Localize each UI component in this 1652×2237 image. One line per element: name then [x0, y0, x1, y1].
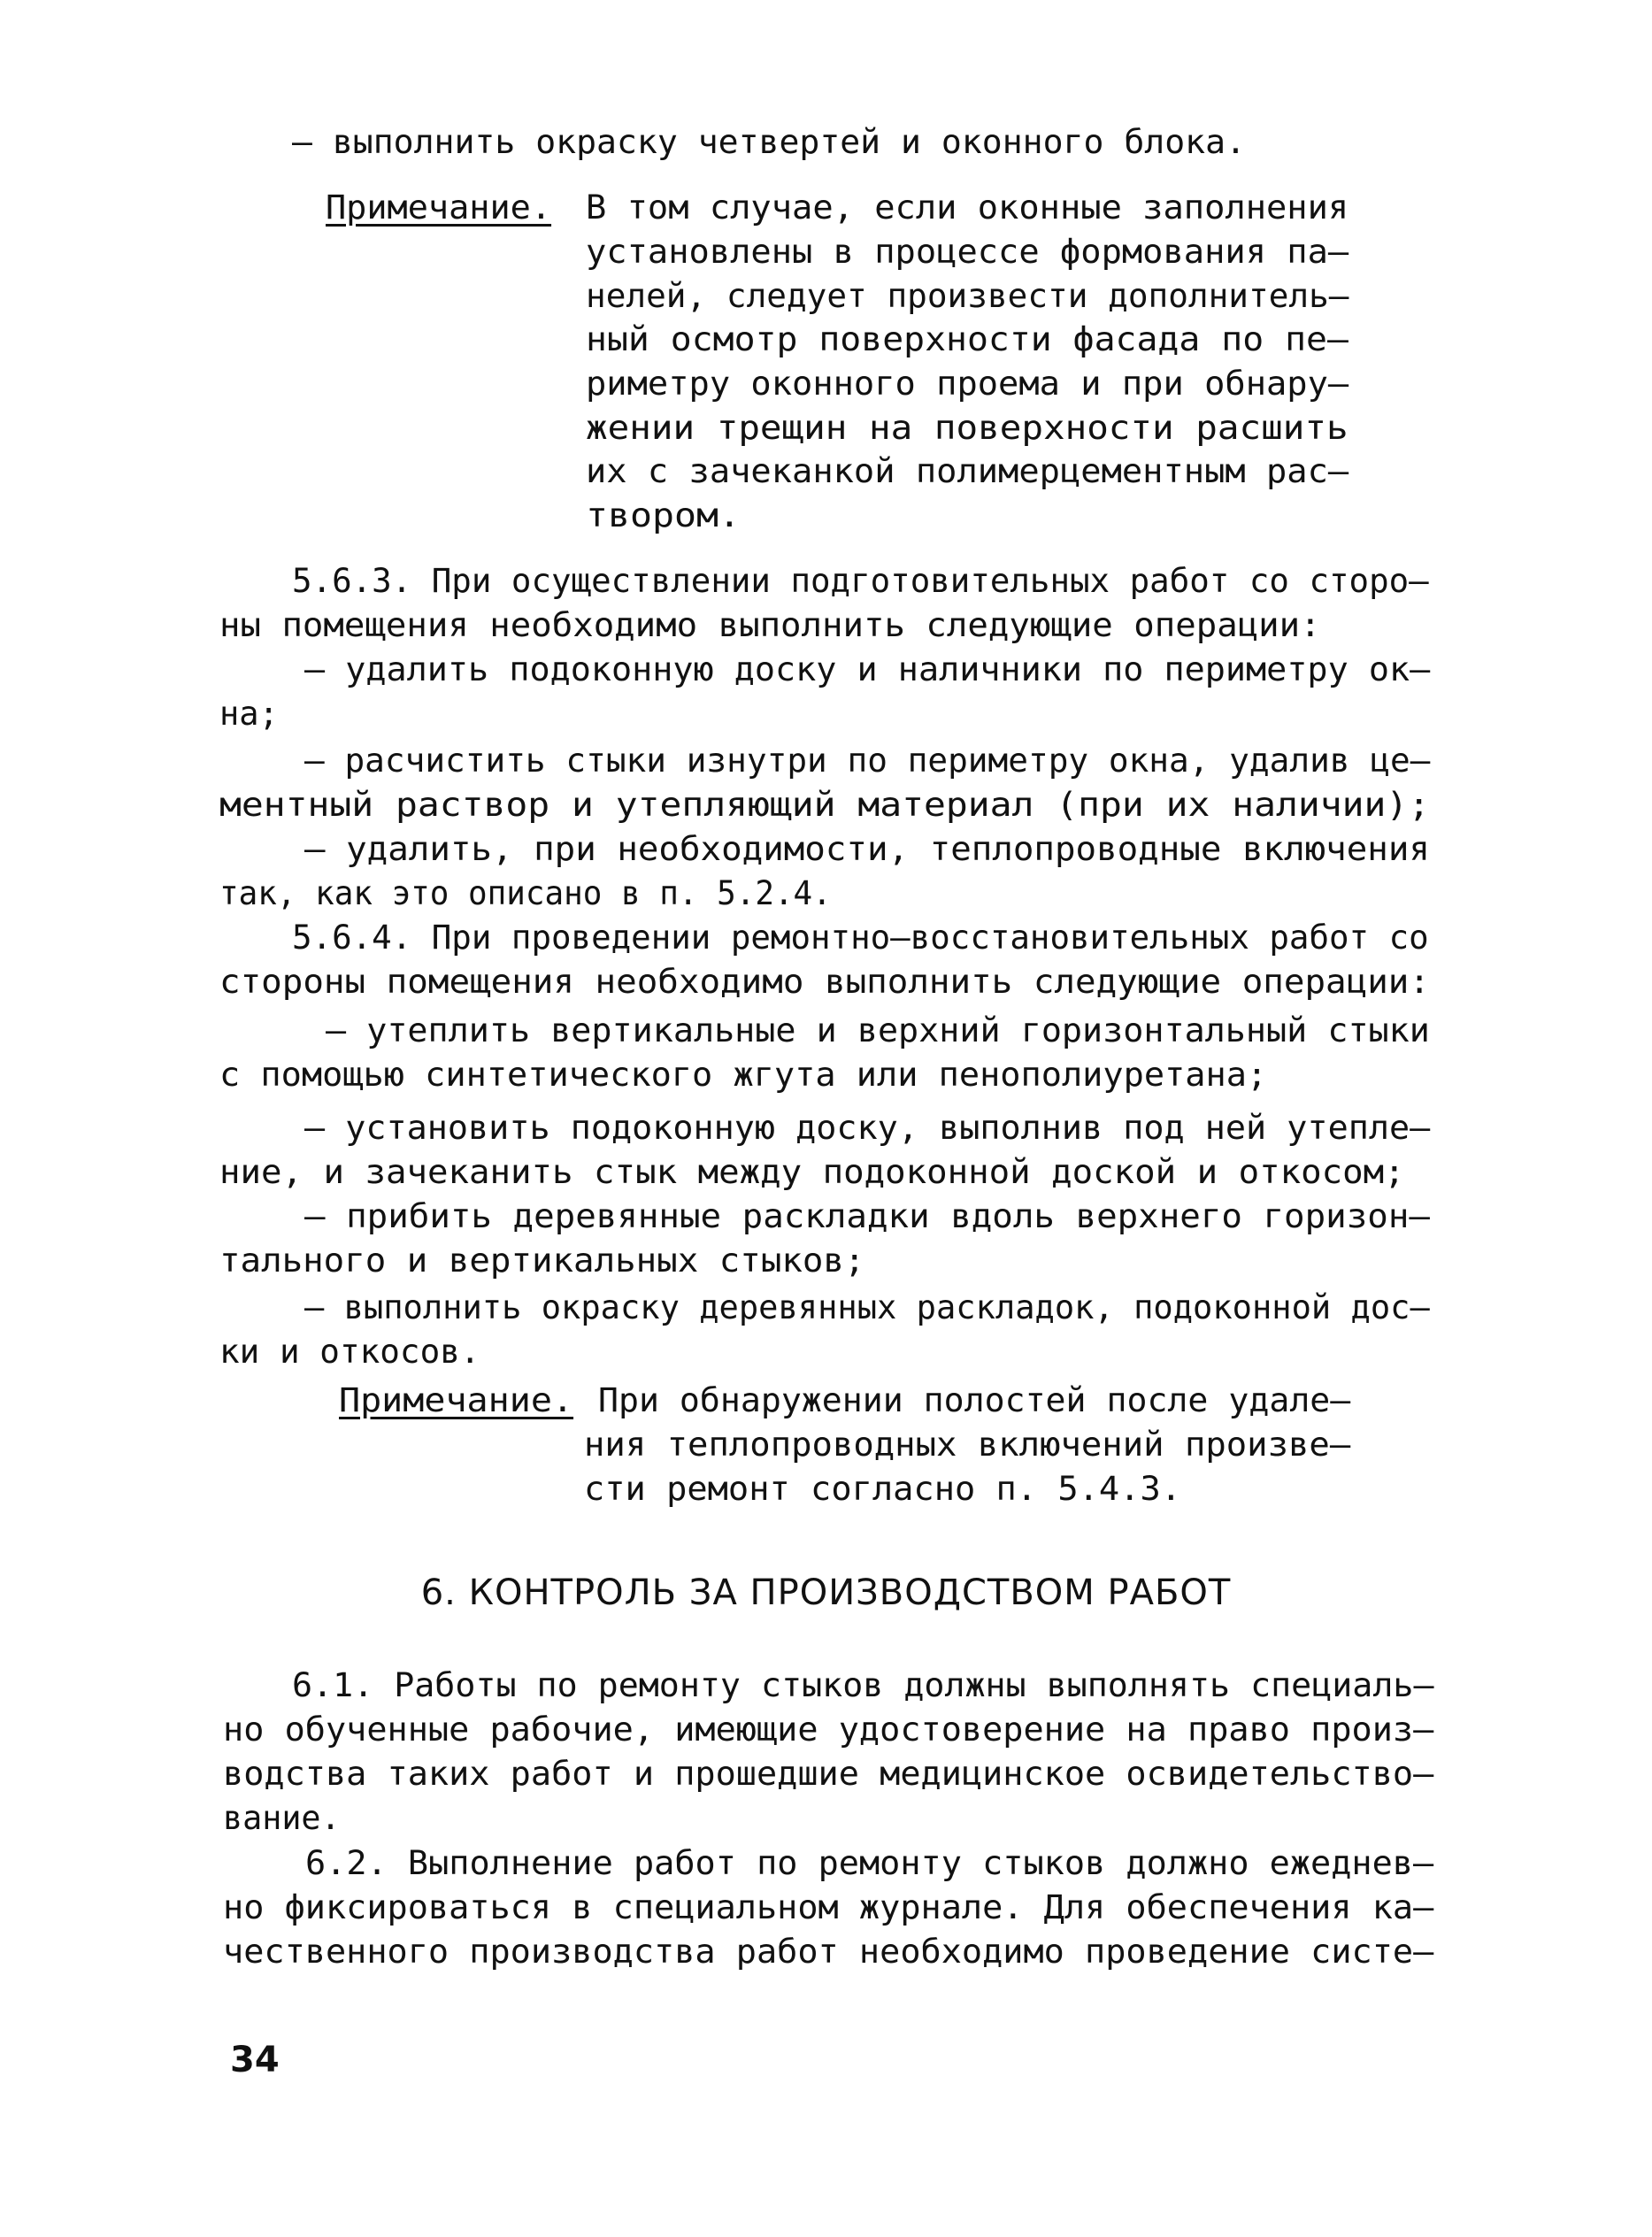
paragraph-line: – расчистить стыки изнутри по периметру окна, удалив це– — [304, 742, 1431, 780]
text-line: – выполнить окраску четвертей и оконного блока. — [292, 123, 1246, 161]
paragraph-line: – удалить, при необходимости, теплопроводные включения — [304, 830, 1430, 868]
paragraph-line: водства таких работ и прошедшие медицинское освидетельство– — [223, 1755, 1434, 1793]
note-text-line: нелей, следует произвести дополнитель– — [586, 277, 1349, 315]
paragraph-line: ны помещения необходимо выполнить следующие операции: — [219, 606, 1321, 644]
paragraph-line: – выполнить окраску деревянных раскладок, подоконной дос– — [304, 1288, 1430, 1326]
paragraph-line: стороны помещения необходимо выполнить следующие операции: — [219, 963, 1430, 1001]
paragraph-line: с помощью синтетического жгута или пенополиуретана; — [219, 1056, 1268, 1094]
paragraph-line: вание. — [223, 1799, 341, 1837]
paragraph-line: – установить подоконную доску, выполнив под ней утепле– — [304, 1109, 1431, 1147]
note-text-line: При обнаружении полостей после удале– — [598, 1381, 1351, 1419]
paragraph-line: чественного производства работ необходимо проведение систе– — [223, 1933, 1434, 1971]
paragraph-line: ки и откосов. — [219, 1333, 480, 1371]
section-heading: 6. КОНТРОЛЬ ЗА ПРОИЗВОДСТВОМ РАБОТ — [420, 1572, 1232, 1613]
paragraph-line: но обученные рабочие, имеющие удостоверение на право произ– — [223, 1710, 1434, 1749]
note-text-line: установлены в процессе формования па– — [586, 233, 1349, 271]
note-text-line: ния теплопроводных включений произве– — [584, 1426, 1351, 1464]
paragraph-line: тального и вертикальных стыков; — [219, 1241, 865, 1280]
page-number: 34 — [230, 2040, 280, 2080]
note-label: Примечание. — [326, 188, 552, 227]
paragraph-line: так, как это описано в п. 5.2.4. — [219, 874, 832, 912]
paragraph-line: 5.6.4. При проведении ремонтно–восстановительных работ со — [292, 919, 1429, 957]
note-text-line: жении трещин на поверхности расшить — [586, 409, 1348, 447]
note-text-line: твором. — [586, 496, 741, 534]
paragraph-line: – утеплить вертикальные и верхний горизонтальный стыки — [326, 1011, 1430, 1049]
note-label: Примечание. — [339, 1381, 574, 1419]
paragraph-line: 6.2. Выполнение работ по ремонту стыков должно ежеднев– — [305, 1844, 1434, 1882]
note-text-line: их с зачеканкой полимерцементным рас– — [586, 452, 1349, 490]
paragraph-line: ние, и зачеканить стык между подоконной доской и откосом; — [219, 1153, 1405, 1191]
note-text-line: сти ремонт согласно п. 5.4.3. — [584, 1470, 1182, 1508]
paragraph-line: на; — [219, 695, 279, 733]
paragraph-line: 6.1. Работы по ремонту стыков должны выполнять специаль– — [292, 1666, 1434, 1704]
paragraph-line: но фиксироваться в специальном журнале. Для обеспечения ка– — [223, 1888, 1434, 1926]
paragraph-line: – прибить деревянные раскладки вдоль верхнего горизон– — [304, 1197, 1430, 1235]
paragraph-line: 5.6.3. При осуществлении подготовительных работ со сторо– — [292, 562, 1429, 600]
note-text-line: риметру оконного проема и при обнару– — [586, 365, 1349, 403]
note-text-line: ный осмотр поверхности фасада по пе– — [586, 320, 1348, 358]
paragraph-line: ментный раствор и утепляющий материал (при их наличии); — [219, 786, 1431, 824]
paragraph-line: – удалить подоконную доску и наличники по периметру ок– — [304, 650, 1431, 688]
note-text-line: В том случае, если оконные заполнения — [586, 188, 1349, 227]
